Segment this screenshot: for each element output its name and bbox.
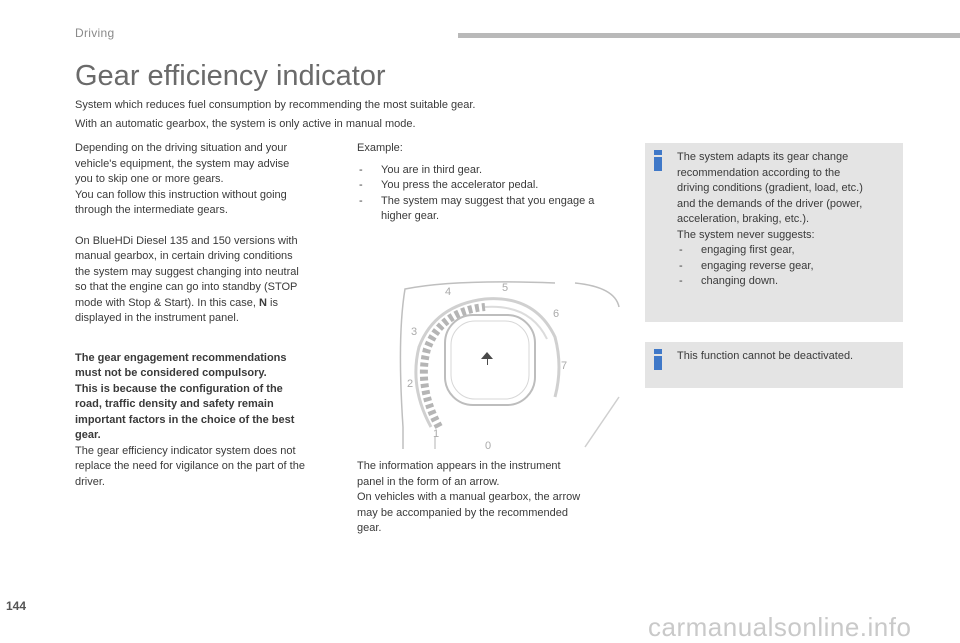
- center-display: [445, 315, 535, 405]
- dial-number-4: 4: [445, 286, 452, 298]
- dial-number-1: 1: [433, 428, 440, 440]
- section-label: Driving: [75, 26, 115, 40]
- page-number: 144: [6, 599, 27, 613]
- example-label: Example:: [357, 142, 403, 154]
- dial-number-2: 2: [407, 378, 414, 390]
- left-column: [75, 141, 345, 490]
- never-suggests-list: [677, 243, 899, 290]
- watermark: carmanualsonline.info: [648, 612, 912, 642]
- dial-number-5: 5: [502, 282, 509, 294]
- example-list: [357, 163, 619, 225]
- instrument-info-block: [357, 459, 619, 537]
- example-block: [357, 141, 619, 225]
- dial-number-6: 6: [553, 308, 560, 320]
- info-box-adapts-text: The system adapts its gear change recommendation according to the driving conditions (gradient, load, etc.) and the demands of the driver (power, acceleration, braking, etc.). The system never suggests:: [677, 151, 863, 241]
- intro-line-1: System which reduces fuel consumption by recommending the most suitable gear.: [75, 99, 476, 111]
- info-box-adapts: [645, 143, 903, 322]
- neutral-indicator-n: N: [259, 296, 267, 309]
- skip-gears-paragraph: Depending on the driving situation and your vehicle's equipment, the system may advise you to skip one or more gears. You can follow this instruction without going through the intermediate gears.: [75, 142, 290, 216]
- info-box-cannot-deactivate: [645, 342, 903, 388]
- header-bar: [458, 33, 960, 38]
- intro-line-2: With an automatic gearbox, the system is only active in manual mode.: [75, 118, 416, 130]
- list-item: - You press the accelerator pedal.: [357, 178, 619, 194]
- info-box-adapts-content: [677, 150, 899, 290]
- list-item: - engaging reverse gear,: [677, 259, 899, 275]
- list-item: - The system may suggest that you engage a higher gear.: [357, 194, 619, 225]
- info-box-cannot-deactivate-text: This function cannot be deactivated.: [677, 350, 854, 362]
- dial-number-7: 7: [561, 360, 568, 372]
- instrument-info-paragraph: The information appears in the instrument panel in the form of an arrow. On vehicles with a manual gearbox, the arrow may be accompanied by the recommended gear.: [357, 460, 581, 534]
- dial-number-3: 3: [411, 326, 418, 338]
- page-title: Gear efficiency indicator: [75, 60, 386, 92]
- list-item: - engaging first gear,: [677, 243, 899, 259]
- list-item: - changing down.: [677, 274, 899, 290]
- warning-normal-paragraph: The gear efficiency indicator system does not replace the need for vigilance on the part of the driver.: [75, 444, 305, 488]
- warning-bold-paragraph: The gear engagement recommendations must not be considered compulsory. This is because the configuration of the road, traffic density and safety remain important factors in the choice of the best gear.: [75, 351, 295, 441]
- bluehdi-paragraph: On BlueHDi Diesel 135 and 150 versions with manual gearbox, in certain driving conditions the system may suggest changing into neutral so that the engine can go into standby (STOP mode with Stop & Start). In this case, N is displayed in the instrument panel.: [75, 234, 299, 324]
- dial-number-0: 0: [485, 440, 492, 451]
- list-item: - You are in third gear.: [357, 163, 619, 179]
- instrument-panel-illustration: [395, 277, 621, 451]
